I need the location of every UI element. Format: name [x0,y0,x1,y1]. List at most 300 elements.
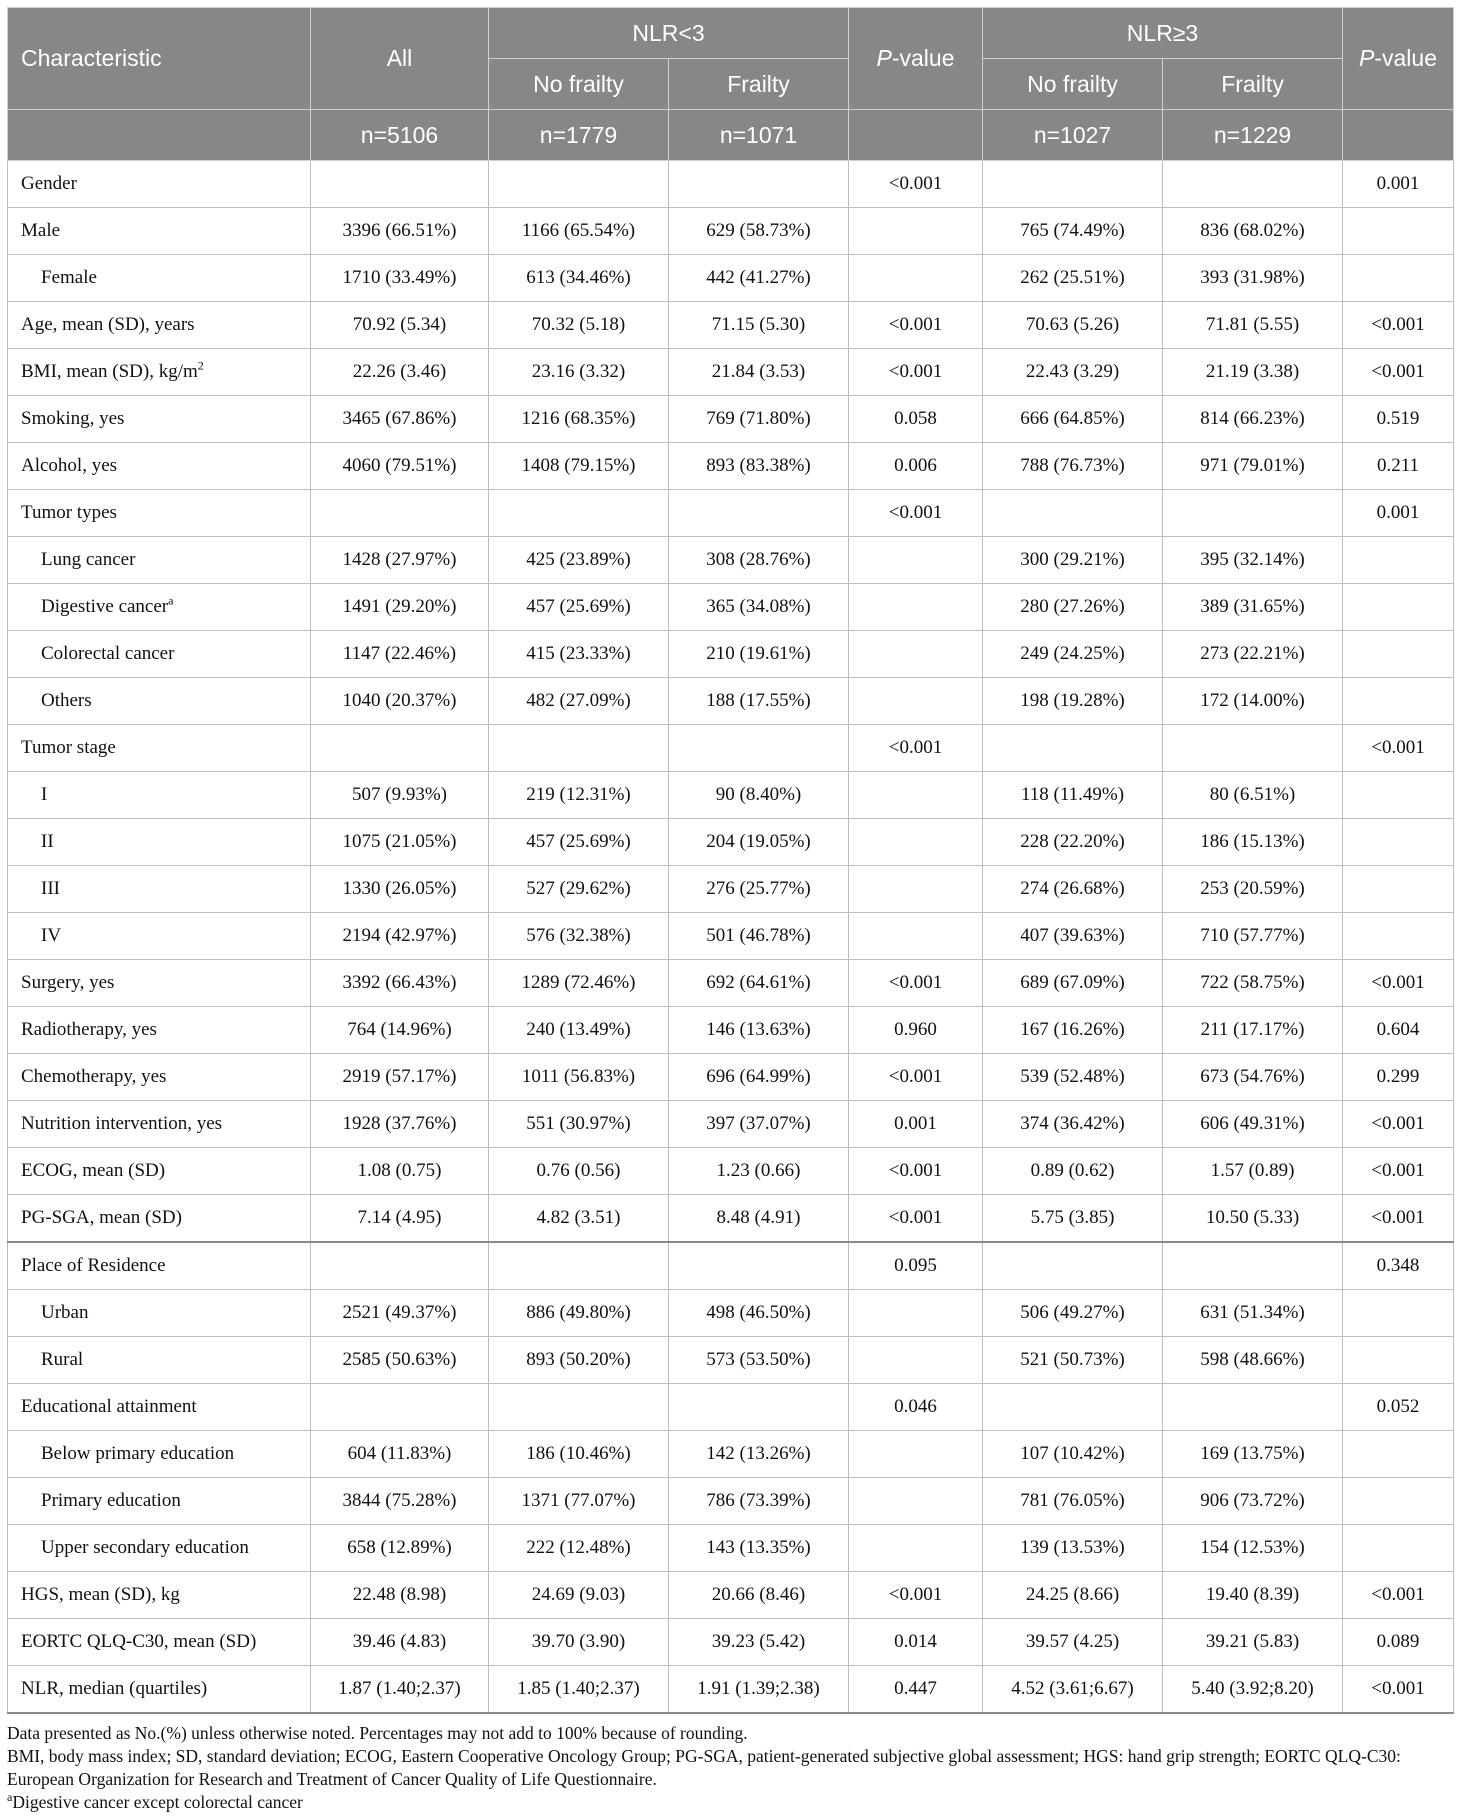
row-label-text: Female [41,267,97,288]
table-cell: 118 (11.49%) [983,772,1163,819]
table-cell: 107 (10.42%) [983,1431,1163,1478]
table-cell: <0.001 [849,1195,983,1243]
table-cell [1343,537,1454,584]
table-cell: 629 (58.73%) [669,208,849,255]
table-cell [983,1242,1163,1290]
table-cell: 576 (32.38%) [489,913,669,960]
table-row [8,1619,1454,1666]
table-footnotes [7,1722,1453,1814]
table-cell [849,584,983,631]
table-row [8,1054,1454,1101]
table-cell: 1928 (37.76%) [311,1101,489,1148]
row-label [8,537,311,584]
row-label-text: Colorectal cancer [41,643,175,664]
table-cell: 507 (9.93%) [311,772,489,819]
table-cell: 7.14 (4.95) [311,1195,489,1243]
header-p-value-high: P-value [1343,8,1454,110]
row-label-text: Age, mean (SD), years [21,314,195,335]
table-cell: 781 (76.05%) [983,1478,1163,1525]
table-cell: <0.001 [849,1054,983,1101]
row-label [8,772,311,819]
table-cell: <0.001 [1343,1101,1454,1148]
row-label-text: I [41,784,48,805]
table-row [8,537,1454,584]
row-label-text: BMI, mean (SD), kg/m [21,361,198,382]
row-label-text: Tumor stage [21,737,116,758]
table-row [8,1525,1454,1572]
table-cell: 1408 (79.15%) [489,443,669,490]
header-n-low-no-frailty: n=1779 [489,110,669,161]
table-cell: 39.70 (3.90) [489,1619,669,1666]
table-cell: 169 (13.75%) [1163,1431,1343,1478]
table-cell: 4.52 (3.61;6.67) [983,1666,1163,1714]
table-cell [1163,725,1343,772]
table-cell: 0.046 [849,1384,983,1431]
table-cell: 482 (27.09%) [489,678,669,725]
table-cell [1343,819,1454,866]
header-n-all: n=5106 [311,110,489,161]
table-cell: 722 (58.75%) [1163,960,1343,1007]
table-cell: 167 (16.26%) [983,1007,1163,1054]
row-label [8,678,311,725]
table-cell: 498 (46.50%) [669,1290,849,1337]
table-cell: 631 (51.34%) [1163,1290,1343,1337]
row-label [8,396,311,443]
table-cell: 0.519 [1343,396,1454,443]
table-cell [669,1384,849,1431]
table-cell: 0.299 [1343,1054,1454,1101]
table-body [8,161,1454,1714]
table-cell [1343,255,1454,302]
table-cell: 551 (30.97%) [489,1101,669,1148]
table-cell: 425 (23.89%) [489,537,669,584]
header-p-value-low: P-value [849,8,983,110]
table-cell [489,1242,669,1290]
table-cell: 407 (39.63%) [983,913,1163,960]
table-cell [1343,208,1454,255]
characteristics-table [7,7,1454,1714]
table-cell: 39.21 (5.83) [1163,1619,1343,1666]
table-cell [311,490,489,537]
table-cell: 219 (12.31%) [489,772,669,819]
table-cell [1343,631,1454,678]
table-cell: 1166 (65.54%) [489,208,669,255]
row-label-text: Urban [41,1302,89,1323]
row-label [8,1101,311,1148]
table-cell: 0.052 [1343,1384,1454,1431]
table-cell: 666 (64.85%) [983,396,1163,443]
table-cell [311,161,489,208]
table-cell: 0.604 [1343,1007,1454,1054]
table-cell: 71.15 (5.30) [669,302,849,349]
row-label-text: IV [41,925,62,946]
row-label [8,255,311,302]
row-label-text: Chemotherapy, yes [21,1066,167,1087]
table-cell: <0.001 [849,960,983,1007]
table-cell: 395 (32.14%) [1163,537,1343,584]
header-high-frailty: Frailty [1163,59,1343,110]
row-label [8,208,311,255]
table-cell [669,1242,849,1290]
table-row [8,913,1454,960]
table-cell: 2585 (50.63%) [311,1337,489,1384]
row-label-text: PG-SGA, mean (SD) [21,1207,182,1228]
table-cell: <0.001 [849,490,983,537]
table-cell: 0.89 (0.62) [983,1148,1163,1195]
row-label [8,1195,311,1243]
table-cell [849,1478,983,1525]
table-cell: 172 (14.00%) [1163,678,1343,725]
table-cell: 71.81 (5.55) [1163,302,1343,349]
table-cell: 253 (20.59%) [1163,866,1343,913]
table-row [8,396,1454,443]
table-cell [1343,678,1454,725]
row-label [8,725,311,772]
table-cell: 769 (71.80%) [669,396,849,443]
table-row [8,772,1454,819]
row-label [8,1431,311,1478]
table-cell: 893 (50.20%) [489,1337,669,1384]
row-label-text: Lung cancer [41,549,136,570]
row-label [8,584,311,631]
table-row [8,443,1454,490]
header-blank [849,110,983,161]
table-cell: 393 (31.98%) [1163,255,1343,302]
table-cell: 0.089 [1343,1619,1454,1666]
table-row [8,1666,1454,1714]
table-cell: 1.23 (0.66) [669,1148,849,1195]
table-cell: 0.006 [849,443,983,490]
row-label-text: NLR, median (quartiles) [21,1678,208,1699]
table-cell: 4060 (79.51%) [311,443,489,490]
header-all: All [311,8,489,110]
table-row [8,1242,1454,1290]
table-cell: 24.25 (8.66) [983,1572,1163,1619]
table-cell: 1075 (21.05%) [311,819,489,866]
table-cell: 0.058 [849,396,983,443]
table-cell: 689 (67.09%) [983,960,1163,1007]
footnote-data-presentation: Data presented as No.(%) unless otherwise noted. Percentages may not add to 100% because of rounding. [7,1723,748,1743]
table-cell: 143 (13.35%) [669,1525,849,1572]
table-cell: 5.40 (3.92;8.20) [1163,1666,1343,1714]
table-cell [669,490,849,537]
table-cell: 692 (64.61%) [669,960,849,1007]
table-cell: 154 (12.53%) [1163,1525,1343,1572]
row-label-superscript: a [168,593,174,608]
table-cell: 1147 (22.46%) [311,631,489,678]
table-cell: 0.447 [849,1666,983,1714]
table-cell: 0.095 [849,1242,983,1290]
table-cell [489,490,669,537]
table-cell [849,913,983,960]
row-label [8,819,311,866]
header-low-frailty: Frailty [669,59,849,110]
row-label [8,443,311,490]
row-label-text: Surgery, yes [21,972,115,993]
table-cell: 188 (17.55%) [669,678,849,725]
header-blank [1343,110,1454,161]
row-label-text: Primary education [41,1490,181,1511]
table-cell [983,725,1163,772]
table-cell [489,1384,669,1431]
table-cell: <0.001 [1343,960,1454,1007]
table-cell: 442 (41.27%) [669,255,849,302]
table-cell [1343,584,1454,631]
table-cell [669,161,849,208]
table-cell: 893 (83.38%) [669,443,849,490]
table-row [8,866,1454,913]
table-cell [849,819,983,866]
row-label [8,1478,311,1525]
table-cell [849,255,983,302]
table-cell: <0.001 [849,1572,983,1619]
table-cell: <0.001 [1343,1572,1454,1619]
table-cell [849,537,983,584]
table-cell [1343,1290,1454,1337]
row-label-text: Tumor types [21,502,117,523]
row-label [8,960,311,1007]
table-cell: <0.001 [1343,302,1454,349]
table-cell: 786 (73.39%) [669,1478,849,1525]
table-cell: 1.57 (0.89) [1163,1148,1343,1195]
table-cell [1343,866,1454,913]
table-cell: 186 (10.46%) [489,1431,669,1478]
table-row [8,819,1454,866]
table-cell: 527 (29.62%) [489,866,669,913]
table-cell: 22.43 (3.29) [983,349,1163,396]
table-cell: 22.48 (8.98) [311,1572,489,1619]
row-label-text: Digestive cancer [41,596,169,617]
table-cell: 2521 (49.37%) [311,1290,489,1337]
table-cell [311,725,489,772]
row-label [8,1619,311,1666]
table-cell: 3844 (75.28%) [311,1478,489,1525]
header-nlr-low: NLR<3 [489,8,849,59]
row-label-text: Alcohol, yes [21,455,118,476]
row-label-text: Nutrition intervention, yes [21,1113,223,1134]
table-row [8,584,1454,631]
row-label [8,1290,311,1337]
table-cell: 0.014 [849,1619,983,1666]
table-cell: 0.001 [1343,161,1454,208]
table-cell: 139 (13.53%) [983,1525,1163,1572]
row-label-text: Male [21,220,61,241]
footnote-digestive-cancer: $^a$Digestive cancer except colorectal cancer [7,1790,303,1812]
table-cell: 906 (73.72%) [1163,1478,1343,1525]
table-cell [849,678,983,725]
row-label [8,1666,311,1714]
table-cell: 2919 (57.17%) [311,1054,489,1101]
table-cell: 262 (25.51%) [983,255,1163,302]
table-cell [311,1384,489,1431]
table-cell: 1491 (29.20%) [311,584,489,631]
header-n-low-frailty: n=1071 [669,110,849,161]
table-cell [1343,1431,1454,1478]
table-cell [1343,1478,1454,1525]
table-row [8,1148,1454,1195]
table-cell [849,772,983,819]
row-label [8,1148,311,1195]
table-cell: 788 (76.73%) [983,443,1163,490]
header-characteristic: Characteristic [8,8,311,110]
row-label-text: Rural [41,1349,84,1370]
table-cell: 389 (31.65%) [1163,584,1343,631]
table-row [8,631,1454,678]
table-cell: 1710 (33.49%) [311,255,489,302]
table-row [8,1384,1454,1431]
table-cell: 814 (66.23%) [1163,396,1343,443]
table-cell: 765 (74.49%) [983,208,1163,255]
table-cell: 971 (79.01%) [1163,443,1343,490]
table-cell: 886 (49.80%) [489,1290,669,1337]
table-cell: 457 (25.69%) [489,819,669,866]
header-high-no-frailty: No frailty [983,59,1163,110]
row-label [8,1007,311,1054]
table-row [8,490,1454,537]
row-label [8,1242,311,1290]
table-cell: 606 (49.31%) [1163,1101,1343,1148]
row-label [8,913,311,960]
table-cell: 1.91 (1.39;2.38) [669,1666,849,1714]
table-cell: <0.001 [849,1148,983,1195]
table-row [8,725,1454,772]
row-label [8,1525,311,1572]
table-cell [849,208,983,255]
row-label [8,490,311,537]
table-row [8,1290,1454,1337]
table-cell: 539 (52.48%) [983,1054,1163,1101]
table-cell: 228 (22.20%) [983,819,1163,866]
table-cell [849,1290,983,1337]
table-cell: 19.40 (8.39) [1163,1572,1343,1619]
table-row [8,161,1454,208]
table-row [8,302,1454,349]
table-cell: 696 (64.99%) [669,1054,849,1101]
row-label-text: II [41,831,54,852]
table-cell: 0.348 [1343,1242,1454,1290]
row-label-text: EORTC QLQ-C30, mean (SD) [21,1631,257,1652]
table-cell: 222 (12.48%) [489,1525,669,1572]
table-cell: 80 (6.51%) [1163,772,1343,819]
footnote-abbreviations: BMI, body mass index; SD, standard deviation; ECOG, Eastern Cooperative Oncology Group; PG-SGA, patient-generated subjective global assessment; HGS: hand grip strength; EORTC QLQ-C30: European Organization for Research and Treatment of Cancer Quality of Life Questionnaire. [7,1746,1401,1789]
table-cell [1163,1242,1343,1290]
table-cell: 21.19 (3.38) [1163,349,1343,396]
table-cell: 273 (22.21%) [1163,631,1343,678]
header-n-high-frailty: n=1229 [1163,110,1343,161]
table-cell: 0.76 (0.56) [489,1148,669,1195]
table-cell: 1040 (20.37%) [311,678,489,725]
table-cell: 1.08 (0.75) [311,1148,489,1195]
row-label [8,161,311,208]
table-cell: 20.66 (8.46) [669,1572,849,1619]
row-label-text: HGS, mean (SD), kg [21,1584,180,1605]
table-cell: 521 (50.73%) [983,1337,1163,1384]
table-cell: <0.001 [1343,1666,1454,1714]
row-label-text: Smoking, yes [21,408,125,429]
row-label [8,349,311,396]
table-cell: 308 (28.76%) [669,537,849,584]
table-cell: 198 (19.28%) [983,678,1163,725]
table-cell: 70.63 (5.26) [983,302,1163,349]
table-cell: <0.001 [1343,1148,1454,1195]
table-row [8,349,1454,396]
table-row [8,255,1454,302]
table-cell: 211 (17.17%) [1163,1007,1343,1054]
table-cell: 39.23 (5.42) [669,1619,849,1666]
row-label-text: Radiotherapy, yes [21,1019,157,1040]
table-cell: 0.211 [1343,443,1454,490]
table-cell: 280 (27.26%) [983,584,1163,631]
table-cell: 146 (13.63%) [669,1007,849,1054]
table-cell: 598 (48.66%) [1163,1337,1343,1384]
table-cell: 240 (13.49%) [489,1007,669,1054]
table-cell: 142 (13.26%) [669,1431,849,1478]
table-cell: 573 (53.50%) [669,1337,849,1384]
table-cell: 1.87 (1.40;2.37) [311,1666,489,1714]
table-cell [489,161,669,208]
row-label-text: Others [41,690,92,711]
row-label [8,1337,311,1384]
table-cell: 604 (11.83%) [311,1431,489,1478]
table-cell [983,161,1163,208]
row-label [8,1572,311,1619]
table-cell: 710 (57.77%) [1163,913,1343,960]
row-label-text: Gender [21,173,77,194]
table-cell [1163,490,1343,537]
table-cell: 415 (23.33%) [489,631,669,678]
table-cell: 21.84 (3.53) [669,349,849,396]
table-cell: 365 (34.08%) [669,584,849,631]
table-cell [489,725,669,772]
row-label-text: Upper secondary education [41,1537,249,1558]
row-label [8,1054,311,1101]
table-cell: <0.001 [849,302,983,349]
baseline-characteristics-table-panel [7,7,1453,1814]
table-cell: 4.82 (3.51) [489,1195,669,1243]
table-cell [849,631,983,678]
table-cell: 1289 (72.46%) [489,960,669,1007]
table-cell: 2194 (42.97%) [311,913,489,960]
table-cell: 1330 (26.05%) [311,866,489,913]
table-row [8,1195,1454,1243]
table-cell [1163,1384,1343,1431]
table-cell [1343,1337,1454,1384]
table-cell: <0.001 [849,725,983,772]
table-cell: 613 (34.46%) [489,255,669,302]
table-cell: <0.001 [1343,1195,1454,1243]
table-cell [849,1431,983,1478]
table-cell: 457 (25.69%) [489,584,669,631]
table-row [8,1101,1454,1148]
table-cell: 39.57 (4.25) [983,1619,1163,1666]
row-label-text: Below primary education [41,1443,235,1464]
table-cell: 70.92 (5.34) [311,302,489,349]
table-cell: <0.001 [849,161,983,208]
table-cell: 8.48 (4.91) [669,1195,849,1243]
table-row [8,1007,1454,1054]
table-cell: 70.32 (5.18) [489,302,669,349]
table-cell [1343,1525,1454,1572]
row-label [8,631,311,678]
header-blank [8,110,311,161]
table-cell: 673 (54.76%) [1163,1054,1343,1101]
table-cell: 1371 (77.07%) [489,1478,669,1525]
table-cell: 397 (37.07%) [669,1101,849,1148]
table-row [8,1478,1454,1525]
table-cell: 374 (36.42%) [983,1101,1163,1148]
table-header [8,8,1454,161]
header-nlr-high: NLR≥3 [983,8,1343,59]
